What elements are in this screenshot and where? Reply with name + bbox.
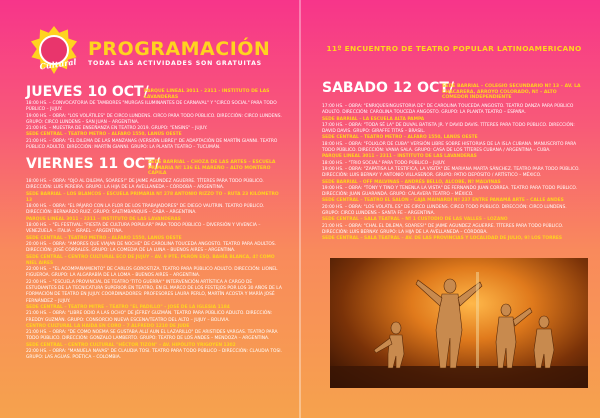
festival-logo: [30, 26, 78, 74]
venue-line: PARQUE LINEAL 3011 – 2311 – INSTITUTO DE LAS LAVANDERAS: [322, 154, 477, 160]
event-line: 18:00 HS. – "TRIO SOCIAL" PARA TODO PÚBLICO – JUJUY.: [322, 160, 446, 166]
schedule-saturday: [322, 104, 584, 243]
page-title: PROGRAMACIÓN: [88, 38, 271, 60]
schedule-thursday: [26, 101, 284, 151]
event-line: 19:00 HS. – OBRA: "LOS VOLÁTILES" DE CIRCO LUNDENS. CIRCO PARA TODO PÚBLICO. DIRECCIÓN: CIRCO LUNDENS. GRUPO: CIRCO LUNDENS – SAN JUAN – ARGENTINA.: [26, 113, 282, 125]
venue-line: SEDE BARRIAL – LOS BLANCOS – ESCUELA PRIMARIA Nº 278 ANTONIO RIZZO TO – RUTA 23 KILÓMETRO 13: [26, 191, 279, 203]
event-line: 22:00 HS. – "ESCUELA PROVINCIAL DE TEATRO 'TITO GUERRA'" INTERVENCIÓN ARTÍSTICA A CARGO DE ESTUDIANTES DE LA TECNICATURA SUPERIOR EN TEATRO, EN EL MARCO DE LOS FESTEJOS POR LOS 30 AÑOS DE LA FORMACIÓN DE TEATRO EN JUJUY. COORDINADORES: PROFESORES LAURA PERLO, MARTÍN ACOSTA Y MARÍA JOSÉ FERNÁNDEZ – JUJUY.: [26, 279, 282, 304]
venue-line: SEDE CENTRAL – TEATRO METRO – ALFARO 1550, LANÚS OESTE: [322, 135, 478, 141]
event-line: 18:00 HS. – CONVOCATORIA DE TAMBORES "MURGAS ILUMINANTES DE CARNAVAL" Y "CIRCO SOCIAL" PARA TODO PÚBLICO – JUJUY.: [26, 101, 277, 113]
event-line: 21:00 HS. – OBRA: "EL DILEMA DE LAS MANZANAS (VERSIÓN LIBRE)" DE ADAPTACIÓN DE MARTÍN GIANNI. TEATRO PÚBLICO ADULTO. DIRECCIÓN: MARTÍN GIANNI. GRUPO: LA PLANTA TEATRO – TUCUMÁN.: [26, 138, 278, 151]
event-line: 21:00 HS. – OBRA: "DE COMO NOEMA SE GUSTABA ALLÍ AUN EL LAZARILLO" DE ARISTIDES VARGAS. TEATRO PARA TODO PÚBLICO. DIRECCIÓN: GONZALO LAMBERTO. GRUPO: TEATRO DE LOS ANDES – MENDOZA – ARGENTINA.: [26, 330, 278, 342]
event-line: 21:00 HS. – OBRA: "CHAL EL DILEMA, SOARES!" DE JAIME AGUNDEZ AGUERRE. TÍTERES PARA TODO PÚBLICO. DIRECCIÓN: LUIS BERNAY. GRUPO: LA HIJA DE LA AVELLANEDA – CÓRDOBA.: [322, 223, 564, 235]
day-heading-friday: VIERNES 11 OCT/: [26, 156, 160, 172]
day-venue-saturday: SEDE BARRIAL – COLEGIO SECUNDARIO Nº 13 – AV. LA CHACARERA, ARROYO COLORADO, Nº – ALTO COMEDOR INDEPENDIENTE: [442, 84, 581, 101]
venue-line: SEDE CENTRAL – TEATRO MITRE – TEATRO "EL PADILLO" – JOSÉ DE LA IGLESIA 1184: [26, 304, 230, 310]
event-line: 21:00 HS. – MUESTRA DE ENSEÑANZA EN TEATRO 2019. GRUPO: "ENSINS" – JUJUY.: [26, 126, 208, 132]
event-line: 21:00 HS. – OBRA: "LIBRE ODIO A LAS OCHO" DE JÉFREY GUZMÁN. TEATRO PARA PÚBLICO ADULTO. DIRECCIÓN: FREDDY GUZMÁN. GRUPO: CONSORCIO NUEVA ESCENA/TEATRO DEL ALTO – JUJUY – BOLIVIA.: [26, 311, 273, 323]
page-subtitle: TODAS LAS ACTIVIDADES SON GRATUITAS: [88, 60, 262, 67]
day-venue-friday: SEDE BARRIAL – CHOZA DE LAS ARTES – ESCUELA PRIMARIA Nº 136 EL MAREÑO – ALTO MONTERO CAPILA: [148, 160, 276, 177]
event-line: 22:00 HS. – "EL ACOMPAÑAMIENTO" DE CARLOS GOROSTIZA. TEATRO PARA PÚBLICO ADULTO. DIRECCIÓN: LIONEL FIGUEROA. GRUPO: LA ALGARABÍA DE LA LOMA – BUENOS AIRES – ARGENTINA.: [26, 267, 278, 279]
day-heading-thursday: JUEVES 10 OCT/: [26, 84, 149, 100]
venue-line: SEDE CENTRAL – TEATRO METRO – ALFARO 1550, LANÚS OESTE: [26, 235, 182, 241]
festival-title: 11º ENCUENTRO DE TEATRO POPULAR LATINOAMERICANO: [326, 44, 582, 53]
schedule-friday: [26, 179, 284, 362]
logo-text: Cultural: [38, 56, 78, 72]
event-line: 20:00 HS. – OBRA: "LOS VOLÁTIL ES" DE CIRCO LUNDENS. CIRCO TODO PÚBLICO. DIRECCIÓN: CIRCO LUNDENS. GRUPO: CIRCO LUNDENS – SANTA FE – ARGENTINA.: [322, 204, 567, 217]
event-line: 18:00 HS. – "EL FESTIVAL: "FIESTA DE CULTURA POPULAR" PARA TODO PÚBLICO – DIVERSIÓN Y VIVENCIA – VENEZUELA – ITALIA – ISRAEL – ARGENTINA.: [26, 223, 261, 235]
event-line: 20:00 HS. – OBRA: "AMORES QUE VIAJAN DE NOCHE" DE CAROLINA TOUCEDA ANGOSTO. TEATRO PARA ADULTOS. DIRECCIÓN: JOSÉ CORRALES. GRUPO: LA COMEDIA DE LA LUNA – BUENOS AIRES – ARGENTINA.: [26, 241, 277, 254]
venue-line: SEDE CENTRAL – CENTRO CULTURAL ECO DE JUJUY – AV. 9 PTE. PERÓN ESQ. BAHÍA BLANCA, 4º COMO NIEL AIRES: [26, 254, 275, 266]
venue-line: SEDE BARRIAL – LA ESCUELA ALTA PAMPA: [322, 116, 425, 122]
event-line: 17:00 HS. – OBRA: "TODA SÉ LA" DE DUVAL BATISTA JR. Y DAVID DAVIS. TÍTERES PARA TODO PÚBLICO. DIRECCIÓN: DAVID DAVIS. GRUPO: GIRAFFE TITAS – BRASIL.: [322, 122, 575, 135]
venue-line: SEDE CENTRAL – SALA TEATRAL – Nº 1 CUSTODIO DE LAS VALLES – LOZANO: [322, 217, 508, 223]
venue-line: SEDE CENTRAL – SALA TEATRAL – AV. DE LAS PROVINCIAS Y LOCALIDAD DE JULIO, 9ª LOS TORRES: [322, 236, 563, 242]
event-line: 18:00 HS. – OBRA: "OJO AL DILEMA, SOARES!" DE JAIME AGUNDEZ AGUERRE. TÍTERES PARA TODO PÚBLICO. DIRECCIÓN: LUIS PEREIRA. GRUPO: LA HIJA DE LA AVELLANEDA – CÓRDOBA – ARGENTINA.: [26, 179, 264, 191]
day-venue-thursday: PARQUE LINEAL 3011 - 2311 - INSTITUTO DE LAS LAVANDERAS: [144, 89, 270, 100]
stage-performers-illustration: [330, 258, 588, 388]
venue-line: SEDE CENTRAL – TEATRO EL SALON – CAJA MAINARDI Nº 237 ENTRE PANAMÁ ARTE – CALLE ANDES: [322, 198, 564, 204]
venue-line: SEDE BARRIAL – OFF MALVINAS – ANDRÉS BELLO, ALCOBE, Nº MALVINAS: [322, 179, 501, 185]
venue-line: CENTRO CULTURAL LA HAIDA EN CORO – 7 ALFREDO 1210 DE JUDE: [26, 323, 190, 329]
event-line: 17:00 HS. – OBRA: "ENRIQUESINGUSTORIA DE" DE CAROLINA TOUCEDA ANGOSTO. TEATRO DANZA PARA PÚBLICO ADULTO. DIRECCIÓN: CAROLINA TOUCEDA ANGOSTO. GRUPO: LA PLANTA TEATRO – ESPAÑA.: [322, 104, 574, 116]
event-line: 19:00 HS. – OBRA: "ZAPATISA LA TESTIFICA, LA VISITA" DE MARIANA MARTA SÁNCHEZ. TEATRO PARA TODO PÚBLICO. DIRECCIÓN: LUIS BERNAY Y ANTONIO VILLASEÑOR. GRUPO: PATIO DEPÓSITO / ARTÍSTICO – MÉXICO.: [322, 166, 580, 179]
event-line: 18:00 HS. – OBRA: "FOLKLOR DE CUBA" VERSIÓN LIBRE SOBRE HISTORIAS DE LA ISLA CUBANA. MANUSCRITO PARA TODO PÚBLICO. DIRECCIÓN: VANIA SALA. GRUPO: CASA DE LOS TÍTERES CUBANA / ARGENTINA – CUBA.: [322, 141, 577, 154]
event-line: 19:00 HS. – OBRA: "TONY Y TINO Y TENENLA LA VISTA" DE FERNANDO JUAN CORREA. TEATRO PARA TODO PÚBLICO. DIRECCIÓN: JUAN GUARANDA. GRUPO: CALAVERA TEATRO – MÉXICO.: [322, 185, 578, 198]
day-heading-saturday: SABADO 12 OCT/: [322, 80, 455, 96]
stage-photo: [330, 258, 588, 388]
right-page: [300, 0, 600, 418]
venue-line: PARQUE LINEAL 3011 – 2311 – INSTITUTO DE LAS LAVANDERAS: [26, 216, 181, 222]
venue-line: SEDE CENTRAL – TEATRO METRO – ALFARO 1550, LANÚS OESTE: [26, 132, 182, 138]
page-gutter: [299, 0, 301, 418]
event-line: 18:00 HS. – OBRA: "EL PÁJARO CON LA FLOR DE LOS TRABAJADORES" DE DIEGO VAUTRIN. TEATRO PÚBLICO. DIRECCIÓN: BERNARDO RUIZ. GRUPO: SALTIMBANQUIS – CABA – ARGENTINA.: [26, 204, 265, 216]
venue-line: SEDE CENTRAL – CENTRO CULTURAL "HÉCTOR TIZÓN" – AV. HIPÓLITO YRIGOYEN 1302: [26, 342, 236, 348]
event-line: 22:00 HS. – OBRA: "MANUELA NAVAS" DE CLAUDIA TOSI. TEATRO PARA TODO PÚBLICO – DIRECCIÓN: CLAUDIA TOSI. GRUPO: LAS AGUAS. POÉTICA – COLOMBIA.: [26, 349, 282, 361]
